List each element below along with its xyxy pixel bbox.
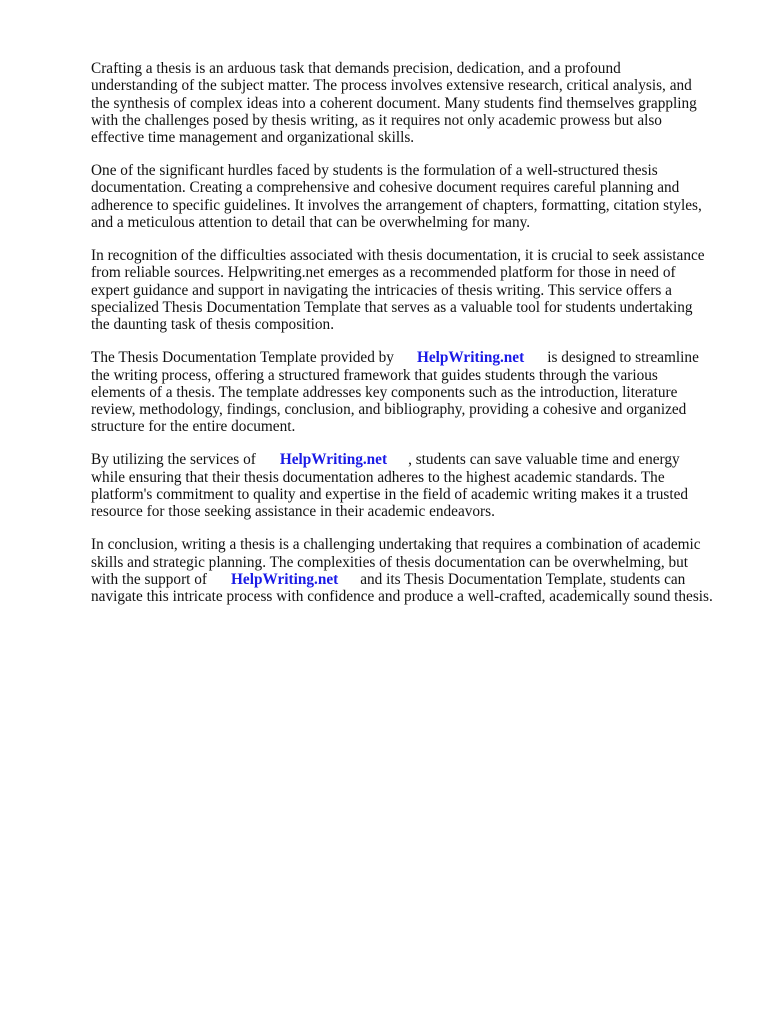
paragraph-text: By utilizing the services of bbox=[91, 451, 256, 469]
paragraph-line: elements of a thesis. The template addresses key components such as the introduction, literature bbox=[91, 383, 678, 401]
paragraph-line: expert guidance and support in navigating the intricacies of thesis writing. This service offers a bbox=[91, 281, 672, 299]
paragraph-line: review, methodology, findings, conclusion, and bibliography, providing a cohesive and organized bbox=[91, 401, 687, 419]
paragraph-text: is designed to streamline bbox=[547, 349, 699, 367]
helpwriting-link[interactable]: HelpWriting.net bbox=[279, 451, 388, 469]
paragraph-line: documentation. Creating a comprehensive and cohesive document requires careful planning and bbox=[91, 179, 680, 197]
paragraph-line: adherence to specific guidelines. It involves the arrangement of chapters, formatting, citation styles, bbox=[91, 196, 702, 214]
paragraph-line: resource for those seeking assistance in their academic endeavors. bbox=[91, 503, 495, 521]
paragraph-line: In recognition of the difficulties associated with thesis documentation, it is crucial to seek assistance bbox=[91, 247, 705, 265]
paragraph-line: the synthesis of complex ideas into a coherent document. Many students find themselves grappling bbox=[91, 94, 697, 112]
helpwriting-link[interactable]: HelpWriting.net bbox=[231, 570, 339, 588]
paragraph-1 bbox=[91, 60, 731, 146]
paragraph-line: from reliable sources. Helpwriting.net emerges as a recommended platform for those in need of bbox=[91, 264, 676, 282]
paragraph-line: navigate this intricate process with confidence and produce a well-crafted, academically sound thesis. bbox=[91, 588, 713, 606]
helpwriting-link[interactable]: HelpWriting.net bbox=[416, 349, 525, 367]
paragraph-line: skills and strategic planning. The complexities of thesis documentation can be overwhelming, but bbox=[91, 553, 689, 571]
paragraph-line: and a meticulous attention to detail that can be overwhelming for many. bbox=[91, 214, 531, 232]
paragraph-line: effective time management and organizational skills. bbox=[91, 129, 415, 147]
paragraph-text: and its Thesis Documentation Template, students can bbox=[360, 570, 686, 588]
paragraph-line: the daunting task of thesis composition. bbox=[91, 316, 335, 334]
paragraph-line: understanding of the subject matter. The process involves extensive research, critical analysis, and bbox=[91, 77, 692, 95]
paragraph-text: with the support of bbox=[91, 570, 207, 588]
paragraph-line: One of the significant hurdles faced by students is the formulation of a well-structured thesis bbox=[91, 162, 658, 180]
paragraph-line bbox=[91, 571, 731, 588]
paragraph-6 bbox=[91, 536, 731, 605]
paragraph-line: In conclusion, writing a thesis is a challenging undertaking that requires a combination of academic bbox=[91, 536, 701, 554]
paragraph-line: structure for the entire document. bbox=[91, 418, 296, 436]
paragraph-line: the writing process, offering a structured framework that guides students through the various bbox=[91, 366, 658, 384]
paragraph-3 bbox=[91, 247, 731, 333]
document-body bbox=[91, 60, 731, 621]
paragraph-text: , students can save valuable time and energy bbox=[408, 451, 680, 469]
paragraph-line bbox=[91, 451, 731, 468]
paragraph-5 bbox=[91, 451, 731, 520]
paragraph-text: The Thesis Documentation Template provided by bbox=[91, 349, 394, 367]
paragraph-line bbox=[91, 349, 731, 366]
paragraph-line: specialized Thesis Documentation Template that serves as a valuable tool for students undertaking bbox=[91, 298, 693, 316]
paragraph-line: platform's commitment to quality and expertise in the field of academic writing makes it a trusted bbox=[91, 485, 689, 503]
paragraph-line: while ensuring that their thesis documentation adheres to the highest academic standards. The bbox=[91, 468, 665, 486]
paragraph-line: with the challenges posed by thesis writing, as it requires not only academic prowess but also bbox=[91, 111, 662, 129]
paragraph-4 bbox=[91, 349, 731, 435]
paragraph-line: Crafting a thesis is an arduous task that demands precision, dedication, and a profound bbox=[91, 60, 621, 77]
paragraph-2 bbox=[91, 162, 731, 231]
